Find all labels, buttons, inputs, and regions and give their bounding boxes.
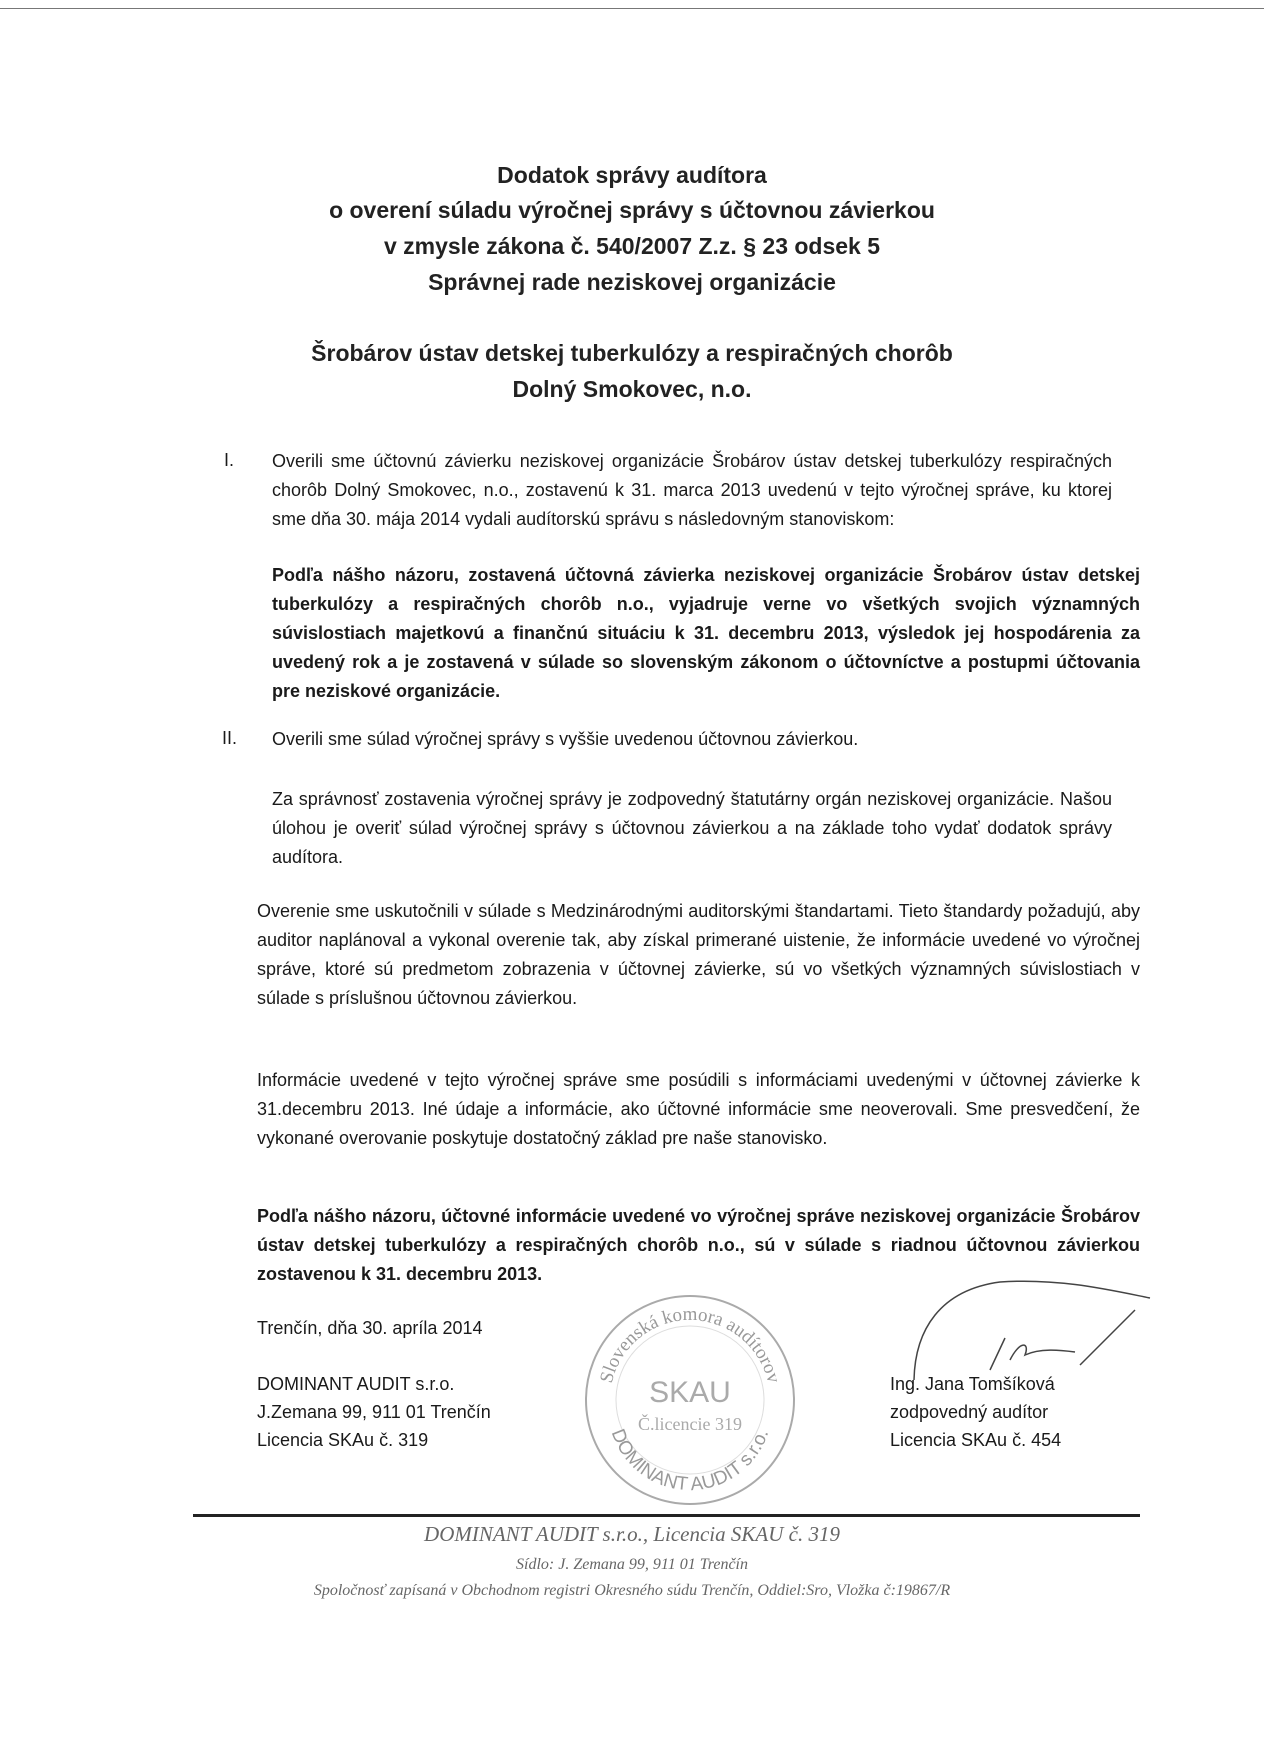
org-name-line-1: Šrobárov ústav detskej tuberkulózy a respiračných chorôb	[311, 340, 953, 366]
company-stamp	[580, 1290, 800, 1510]
svg-text:SKAU: SKAU	[649, 1376, 731, 1409]
section-numeral-1: I.	[224, 450, 235, 470]
auditor-name: Ing. Jana Tomšíková	[890, 1374, 1055, 1394]
standards-paragraph: Overenie sme uskutočnili v súlade s Medzinárodnými auditorskými štandartami. Tieto štandardy požadujú, aby auditor naplánoval a vykonal overenie tak, aby získal primerané uistenie, že informácie uvedené vo výročnej správe, ktoré sú predmetom zobrazenia v účtovnej závierke, sú vo všetkých významných súvislostiach v súlade s príslušnou účtovnou závierkou.	[257, 901, 1140, 1008]
footer-company: DOMINANT AUDIT s.r.o., Licencia SKAU č. 319	[424, 1522, 840, 1546]
auditor-license: Licencia SKAu č. 454	[890, 1430, 1062, 1450]
title-line-2: o overení súladu výročnej správy s účtovnou závierkou	[329, 197, 935, 223]
auditor-role: zodpovedný audítor	[890, 1402, 1049, 1422]
svg-text:DOMINANT AUDIT s.r.o.: DOMINANT AUDIT s.r.o.	[606, 1426, 774, 1496]
assessment-paragraph: Informácie uvedené v tejto výročnej správe sme posúdili s informáciami uvedenými v účtovnej závierke k 31.decembru 2013. Iné údaje a informácie, ako účtovné informácie sme neoverovali. Sme presvedčení, že vykonané overovanie poskytuje dostatočný základ pre naše stanovisko.	[257, 1070, 1140, 1148]
firm-name: DOMINANT AUDIT s.r.o.	[257, 1374, 455, 1394]
audit-opinion: Podľa nášho názoru, zostavená účtovná závierka neziskovej organizácie Šrobárov ústav detskej tuberkulózy a respiračných chorôb n.o., vyjadruje verne vo všetkých svojich významných súvislostiach majetkovú a finančnú situáciu k 31. decembru 2013, výsledok jej hospodárenia za uvedený rok a je zostavená v súlade so slovenským zákonom o účtovníctve a postupmi účtovania pre neziskové organizácie.	[272, 565, 1140, 701]
org-name-line-2: Dolný Smokovec, n.o.	[512, 376, 752, 402]
signature	[900, 1270, 1160, 1390]
title-line-4: Správnej rade neziskovej organizácie	[428, 269, 836, 295]
title-line-1: Dodatok správy audítora	[497, 162, 767, 188]
svg-text:Č.licencie 319: Č.licencie 319	[638, 1414, 742, 1434]
section-2-text: Overili sme súlad výročnej správy s vyššie uvedenou účtovnou závierkou.	[272, 729, 859, 749]
responsibility-paragraph: Za správnosť zostavenia výročnej správy je zodpovedný štatutárny orgán neziskovej organizácie. Našou úlohou je overiť súlad výročnej správy s účtovnou závierkou a na základe toho vydať dodatok správy audítora.	[272, 789, 1112, 867]
scan-edge-line	[0, 8, 1264, 9]
footer-address: Sídlo: J. Zemana 99, 911 01 Trenčín	[516, 1556, 748, 1573]
footer-divider	[193, 1514, 1140, 1517]
section-numeral-2: II.	[222, 728, 238, 748]
firm-license: Licencia SKAu č. 319	[257, 1430, 429, 1450]
svg-text:Slovenská komora audítorov: Slovenská komora audítorov	[596, 1303, 784, 1386]
place-date: Trenčín, dňa 30. apríla 2014	[257, 1318, 483, 1338]
title-line-3: v zmysle zákona č. 540/2007 Z.z. § 23 odsek 5	[383, 233, 881, 259]
section-1-text: Overili sme účtovnú závierku neziskovej organizácie Šrobárov ústav detskej tuberkulózy respiračných chorôb Dolný Smokovec, n.o., zostavenú k 31. marca 2013 uvedenú v tejto výročnej správe, ku ktorej sme dňa 30. mája 2014 vydali audítorskú správu s následovným stanoviskom:	[272, 451, 1112, 529]
conclusion-paragraph: Podľa nášho názoru, účtovné informácie uvedené vo výročnej správe neziskovej organizácie Šrobárov ústav detskej tuberkulózy a respiračných chorôb n.o., sú v súlade s riadnou účtovnou závierkou zostavenou k 31. decembru 2013.	[257, 1206, 1140, 1284]
footer-registry: Spoločnosť zapísaná v Obchodnom registri Okresného súdu Trenčín, Oddiel:Sro, Vložka č:19867/R	[313, 1582, 951, 1599]
firm-address: J.Zemana 99, 911 01 Trenčín	[257, 1402, 491, 1422]
